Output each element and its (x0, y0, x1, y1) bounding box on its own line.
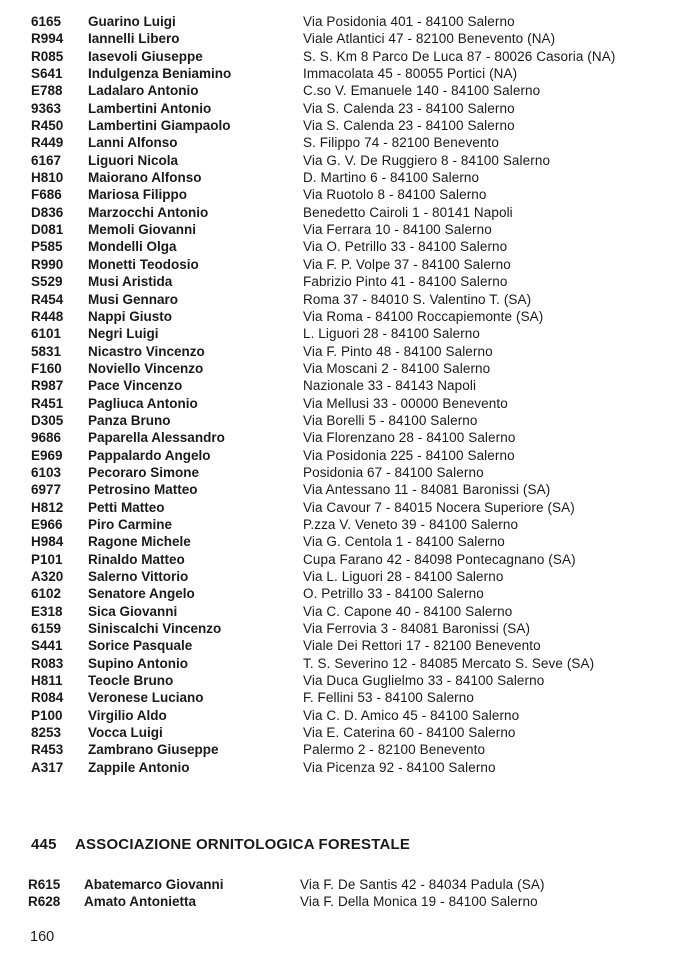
member-code: H984 (31, 534, 64, 550)
member-code: P585 (31, 239, 63, 255)
member-address: Posidonia 67 - 84100 Salerno (303, 464, 484, 480)
member-address: Via L. Liguori 28 - 84100 Salerno (303, 569, 504, 584)
member-address: Via S. Calenda 23 - 84100 Salerno (303, 118, 515, 134)
member-address: Benedetto Cairoli 1 - 80141 Napoli (303, 204, 513, 220)
member-code: 9686 (31, 430, 62, 446)
list-item (0, 876, 700, 893)
member-address: Via Roma - 84100 Roccapiemonte (SA) (303, 308, 544, 324)
member-code: H810 (31, 170, 64, 186)
member-code: 6103 (31, 464, 62, 480)
member-address: Via Antessano 11 - 84081 Baronissi (SA) (303, 482, 551, 498)
member-address: Viale Atlantici 47 - 82100 Benevento (NA) (303, 31, 556, 47)
list-item (0, 516, 700, 533)
member-code: D081 (31, 222, 64, 238)
list-item (0, 533, 700, 550)
list-item (0, 464, 700, 481)
member-address: Via Borelli 5 - 84100 Salerno (303, 412, 478, 428)
member-code: H811 (31, 673, 63, 689)
member-address: C.so V. Emanuele 140 - 84100 Salerno (303, 83, 541, 99)
member-code: 9363 (31, 100, 62, 116)
list-item (0, 603, 700, 620)
member-code: F686 (31, 187, 62, 203)
member-address: Via Ferrovia 3 - 84081 Baronissi (SA) (303, 621, 531, 637)
list-item (0, 741, 700, 758)
list-item (0, 204, 700, 221)
member-code: R085 (31, 48, 64, 64)
member-address: Via Cavour 7 - 84015 Nocera Superiore (SA) (303, 499, 575, 515)
member-code: 6102 (31, 586, 62, 602)
list-item (0, 499, 700, 516)
member-code: F160 (31, 360, 62, 376)
member-address: S. S. Km 8 Parco De Luca 87 - 80026 Casoria (NA) (303, 48, 616, 64)
section-title: ASSOCIAZIONE ORNITOLOGICA FORESTALE (75, 836, 411, 853)
member-code: D305 (31, 412, 64, 428)
list-item (0, 707, 700, 724)
member-address: Via G. V. De Ruggiero 8 - 84100 Salerno (303, 152, 551, 168)
list-item (0, 585, 700, 602)
member-code: 6977 (31, 482, 62, 498)
member-name: Petrosino Matteo (88, 482, 198, 498)
member-name: Abatemarco Giovanni (84, 877, 224, 892)
member-code: D836 (31, 204, 64, 220)
member-address: Cupa Farano 42 - 84098 Pontecagnano (SA) (303, 551, 576, 567)
list-item (0, 308, 700, 325)
member-name: Musi Gennaro (88, 291, 179, 307)
member-address: Via C. Capone 40 - 84100 Salerno (303, 603, 513, 619)
member-code: S441 (31, 638, 63, 654)
member-name: Liguori Nicola (88, 152, 179, 168)
list-item (0, 447, 700, 464)
member-name: Mondelli Olga (88, 239, 177, 255)
member-name: Iannelli Libero (88, 31, 180, 47)
member-code: E969 (31, 447, 63, 463)
member-address: Via E. Caterina 60 - 84100 Salerno (303, 725, 516, 741)
list-item (0, 759, 700, 776)
member-address: Viale Dei Rettori 17 - 82100 Benevento (303, 638, 541, 654)
member-name: Veronese Luciano (88, 690, 204, 706)
member-code: R449 (31, 135, 64, 151)
list-item (0, 117, 700, 134)
member-address: L. Liguori 28 - 84100 Salerno (303, 326, 481, 342)
member-name: Ragone Michele (88, 534, 191, 550)
list-item (0, 551, 700, 568)
member-code: R628 (28, 894, 61, 910)
member-address: Fabrizio Pinto 41 - 84100 Salerno (303, 274, 508, 290)
member-code: R453 (31, 742, 64, 758)
member-address: Via O. Petrillo 33 - 84100 Salerno (303, 239, 508, 255)
member-name: Lambertini Giampaolo (88, 118, 231, 134)
member-code: S641 (31, 66, 63, 82)
member-address: F. Fellini 53 - 84100 Salerno (303, 690, 474, 706)
member-name: Memoli Giovanni (88, 222, 197, 238)
member-name: Teocle Bruno (88, 673, 174, 689)
member-name: Sorice Pasquale (88, 638, 193, 654)
member-code: 8253 (31, 725, 62, 741)
member-name: Mariosa Filippo (88, 187, 188, 203)
member-address: Via Picenza 92 - 84100 Salerno (303, 759, 496, 775)
member-name: Pappalardo Angelo (88, 447, 211, 463)
member-code: R083 (31, 655, 64, 671)
list-item (0, 637, 700, 654)
member-address: Via Ruotolo 8 - 84100 Salerno (303, 187, 487, 203)
member-name: Paparella Alessandro (88, 430, 225, 446)
list-item (0, 134, 700, 151)
member-code: 6167 (31, 152, 62, 168)
member-address: S. Filippo 74 - 82100 Benevento (303, 135, 499, 151)
member-name: Monetti Teodosio (88, 256, 199, 272)
member-address: Via Posidonia 225 - 84100 Salerno (303, 447, 515, 463)
member-code: P100 (31, 707, 63, 723)
member-address: Via F. P. Volpe 37 - 84100 Salerno (303, 256, 511, 272)
member-name: Pace Vincenzo (88, 378, 183, 394)
list-item (0, 395, 700, 412)
member-name: Sica Giovanni (88, 603, 178, 619)
member-address: Via Duca Guglielmo 33 - 84100 Salerno (303, 673, 545, 689)
list-item (0, 65, 700, 82)
member-name: Nappi Giusto (88, 308, 172, 324)
list-item (0, 655, 700, 672)
member-name: Negri Luigi (88, 326, 159, 342)
member-code: R448 (31, 308, 64, 324)
member-code: R084 (31, 690, 64, 706)
member-address: D. Martino 6 - 84100 Salerno (303, 170, 480, 186)
list-item (0, 360, 700, 377)
list-item (0, 186, 700, 203)
member-code: R994 (31, 31, 64, 47)
member-name: Guarino Luigi (88, 14, 176, 29)
member-address: Via S. Calenda 23 - 84100 Salerno (303, 100, 515, 116)
member-code: E966 (31, 516, 63, 532)
list-item (0, 152, 700, 169)
member-name: Siniscalchi Vincenzo (88, 621, 222, 637)
member-code: P101 (31, 551, 63, 567)
list-item (0, 169, 700, 186)
list-item (0, 48, 700, 65)
member-code: S529 (31, 274, 63, 290)
member-name: Rinaldo Matteo (88, 551, 185, 567)
member-address: Immacolata 45 - 80055 Portici (NA) (303, 66, 518, 82)
member-code: 5831 (31, 343, 62, 359)
member-name: Musi Aristida (88, 274, 173, 290)
member-address: Via Mellusi 33 - 00000 Benevento (303, 395, 508, 411)
list-item (0, 620, 700, 637)
member-name: Panza Bruno (88, 412, 171, 428)
section-member-list (0, 876, 700, 911)
member-code: E318 (31, 603, 63, 619)
list-item (0, 377, 700, 394)
section-number: 445 (31, 836, 57, 853)
member-name: Ladalaro Antonio (88, 83, 199, 99)
member-name: Iasevoli Giuseppe (88, 48, 203, 64)
member-code: A317 (31, 759, 64, 775)
member-name: Supino Antonio (88, 655, 188, 671)
list-item (0, 568, 700, 585)
list-item (0, 13, 700, 30)
member-name: Vocca Luigi (88, 725, 163, 741)
member-name: Marzocchi Antonio (88, 204, 209, 220)
list-item (0, 672, 700, 689)
list-item (0, 893, 700, 910)
member-address: T. S. Severino 12 - 84085 Mercato S. Seve (SA) (303, 655, 595, 671)
member-list (0, 13, 700, 776)
member-name: Amato Antonietta (84, 894, 196, 910)
list-item (0, 689, 700, 706)
list-item (0, 82, 700, 99)
member-code: 6165 (31, 14, 62, 29)
list-item (0, 221, 700, 238)
member-name: Lambertini Antonio (88, 100, 212, 116)
member-code: R450 (31, 118, 64, 134)
list-item (0, 256, 700, 273)
member-address: Nazionale 33 - 84143 Napoli (303, 378, 477, 394)
member-name: Lanni Alfonso (88, 135, 178, 151)
member-code: H812 (31, 499, 64, 515)
member-address: Via Florenzano 28 - 84100 Salerno (303, 430, 516, 446)
member-code: E788 (31, 83, 63, 99)
list-item (0, 412, 700, 429)
member-name: Pagliuca Antonio (88, 395, 198, 411)
member-address: Via Posidonia 401 - 84100 Salerno (303, 14, 515, 29)
member-code: 6159 (31, 621, 62, 637)
list-item (0, 325, 700, 342)
member-address: Via Moscani 2 - 84100 Salerno (303, 360, 491, 376)
section-heading (31, 836, 410, 853)
member-code: A320 (31, 569, 64, 584)
member-address: Palermo 2 - 82100 Benevento (303, 742, 486, 758)
member-address: O. Petrillo 33 - 84100 Salerno (303, 586, 484, 602)
list-item (0, 429, 700, 446)
member-name: Petti Matteo (88, 499, 165, 515)
list-item (0, 724, 700, 741)
member-address: Via F. Pinto 48 - 84100 Salerno (303, 343, 493, 359)
member-name: Indulgenza Beniamino (88, 66, 232, 82)
member-name: Zambrano Giuseppe (88, 742, 219, 758)
member-name: Noviello Vincenzo (88, 360, 204, 376)
list-item (0, 481, 700, 498)
member-code: 6101 (31, 326, 62, 342)
member-address: Via G. Centola 1 - 84100 Salerno (303, 534, 505, 550)
member-address: Via C. D. Amico 45 - 84100 Salerno (303, 707, 520, 723)
member-address: P.zza V. Veneto 39 - 84100 Salerno (303, 516, 519, 532)
member-code: R454 (31, 291, 64, 307)
list-item (0, 273, 700, 290)
member-name: Virgilio Aldo (88, 707, 167, 723)
list-item (0, 343, 700, 360)
member-code: R451 (31, 395, 64, 411)
list-item (0, 291, 700, 308)
list-item (0, 238, 700, 255)
member-code: R987 (31, 378, 64, 394)
member-code: R615 (28, 877, 61, 892)
page-number: 160 (30, 929, 55, 945)
member-name: Senatore Angelo (88, 586, 195, 602)
member-name: Nicastro Vincenzo (88, 343, 205, 359)
member-code: R990 (31, 256, 64, 272)
member-name: Zappile Antonio (88, 759, 190, 775)
list-item (0, 100, 700, 117)
member-address: Roma 37 - 84010 S. Valentino T. (SA) (303, 291, 532, 307)
member-name: Salerno Vittorio (88, 569, 189, 584)
member-name: Pecoraro Simone (88, 464, 200, 480)
member-address: Via F. Della Monica 19 - 84100 Salerno (300, 894, 538, 910)
member-address: Via F. De Santis 42 - 84034 Padula (SA) (300, 877, 545, 892)
list-item (0, 30, 700, 47)
member-name: Piro Carmine (88, 516, 173, 532)
member-address: Via Ferrara 10 - 84100 Salerno (303, 222, 492, 238)
member-name: Maiorano Alfonso (88, 170, 202, 186)
